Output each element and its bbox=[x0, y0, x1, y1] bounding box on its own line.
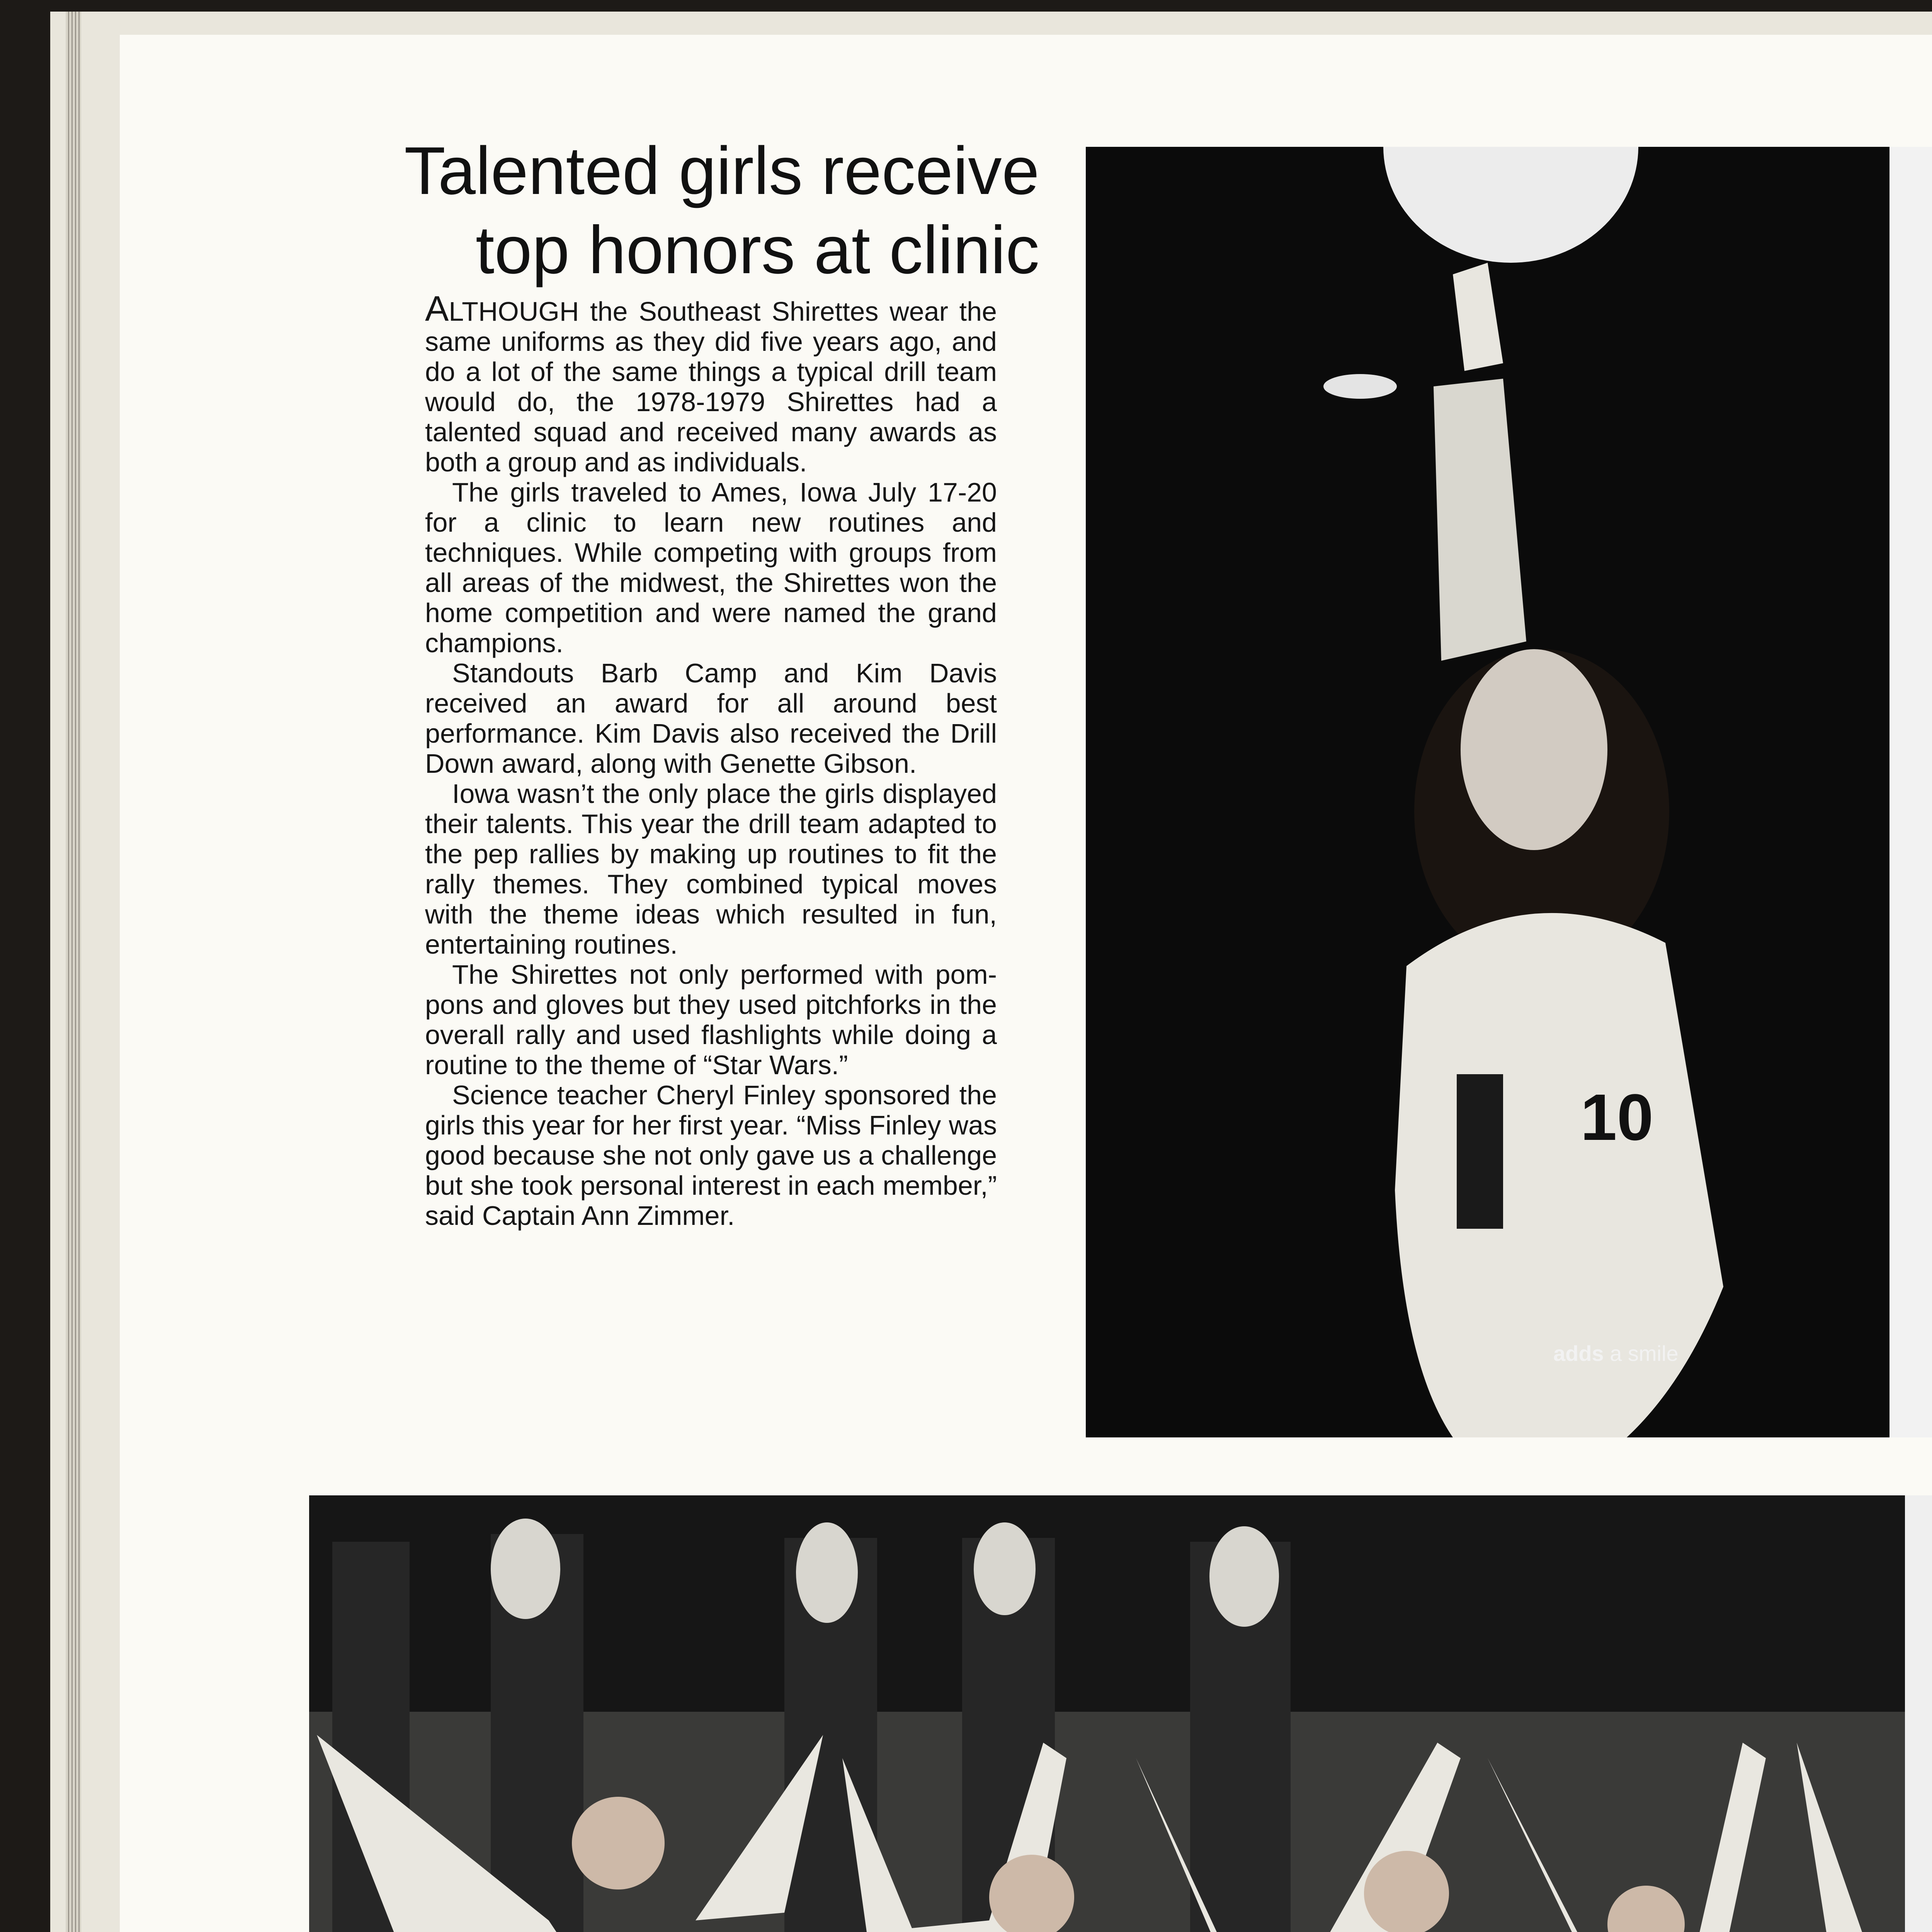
photo-caption-top bbox=[1553, 1341, 1679, 1366]
article-paragraph: The girls traveled to Ames, Iowa July 17-20 for a clinic to learn new routines and techniques. While competing with groups from all areas of the midwest, the Shirettes won the home competition and were named the grand champions. bbox=[425, 477, 997, 658]
article-paragraph: Iowa wasn’t the only place the girls displayed their talents. This year the drill team adapted to the pep rallies by making up routines to fit the rally themes. They combined typical moves with the theme ideas which resulted in fun, entertaining routines. bbox=[425, 779, 997, 959]
sweater-number: 10 bbox=[1580, 1081, 1654, 1154]
article-paragraph: Science teacher Cheryl Finley sponsored the girls this year for her first year. “Miss Finley was good because she not only gave us a challenge but she took personal interest in each member,” said Captain Ann Zimmer. bbox=[425, 1080, 997, 1231]
headline bbox=[216, 131, 1039, 290]
photo-drill-team-member bbox=[1086, 147, 1932, 1437]
caption-top-text: a smile bbox=[1604, 1341, 1679, 1366]
article-paragraph bbox=[425, 289, 997, 477]
article-paragraph: The Shirettes not only performed with pom-pons and gloves but they used pitchforks in the overall rally and used flashlights while doing a routine to the theme of “Star Wars.” bbox=[425, 959, 997, 1080]
lead-word: LTHOUGH bbox=[449, 296, 579, 327]
article-paragraph: Standouts Barb Camp and Kim Davis received an award for all around best performance. Kim Davis also received the Drill Down award, along with Genette Gibson. bbox=[425, 658, 997, 779]
paragraph-1-text: the Southeast Shirettes wear the same uniforms as they did five years ago, and do a lot of the same things a typical drill team would do, the 1978-1979 Shirettes had a talented squad and received many awards as both a group and as individuals. bbox=[425, 296, 997, 477]
photo-drill-team-member-art bbox=[1086, 147, 1932, 1437]
photo-homecoming-halftime bbox=[309, 1495, 1932, 1932]
drop-cap: A bbox=[425, 289, 449, 328]
caption-top-bold: adds bbox=[1553, 1341, 1604, 1366]
article-body bbox=[425, 289, 997, 1231]
headline-line-2: top honors at clinic bbox=[475, 213, 1039, 288]
headline-line-1: Talented girls receive bbox=[404, 133, 1039, 209]
photo-homecoming-halftime-art bbox=[309, 1495, 1932, 1932]
